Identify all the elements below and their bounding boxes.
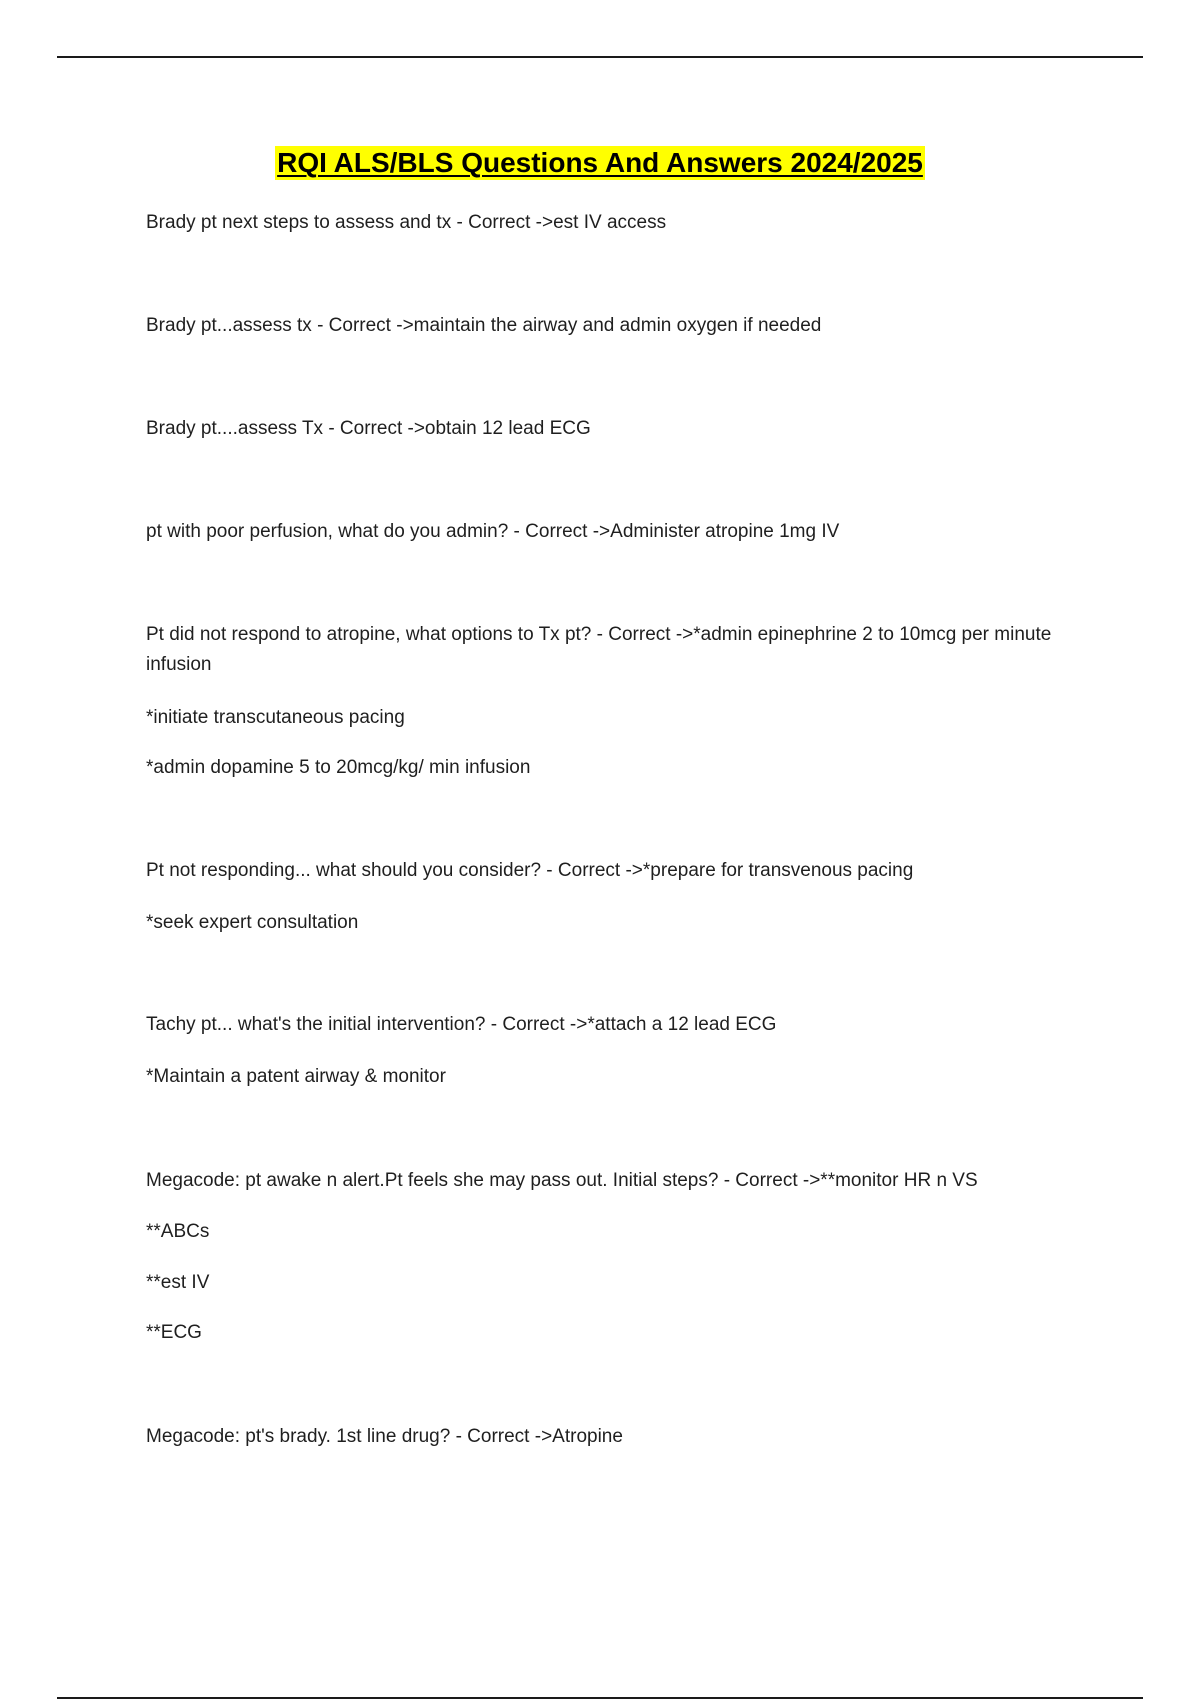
qa-line: **ABCs <box>146 1221 210 1242</box>
qa-line: pt with poor perfusion, what do you admin? - Correct ->Administer atropine 1mg IV <box>146 521 840 542</box>
title-container <box>0 146 1200 180</box>
qa-line: *seek expert consultation <box>146 912 359 933</box>
qa-line: *initiate transcutaneous pacing <box>146 707 405 728</box>
qa-line: Pt not responding... what should you consider? - Correct ->*prepare for transvenous pacing <box>146 860 914 881</box>
top-rule <box>57 56 1143 58</box>
document-title: RQI ALS/BLS Questions And Answers 2024/2025 <box>277 147 923 178</box>
qa-line: Megacode: pt awake n alert.Pt feels she may pass out. Initial steps? - Correct ->**monitor HR n VS <box>146 1170 978 1191</box>
bottom-rule <box>57 1697 1143 1699</box>
qa-line: *Maintain a patent airway & monitor <box>146 1066 446 1087</box>
qa-line: Pt did not respond to atropine, what options to Tx pt? - Correct ->*admin epinephrine 2 to 10mcg per minute infusion <box>146 624 1052 675</box>
qa-line: Megacode: pt's brady. 1st line drug? - Correct ->Atropine <box>146 1426 623 1447</box>
qa-line: Brady pt....assess Tx - Correct ->obtain 12 lead ECG <box>146 418 591 439</box>
qa-line: **ECG <box>146 1322 202 1343</box>
qa-line: Tachy pt... what's the initial intervention? - Correct ->*attach a 12 lead ECG <box>146 1014 777 1035</box>
qa-line: *admin dopamine 5 to 20mcg/kg/ min infusion <box>146 757 531 778</box>
qa-line: Brady pt...assess tx - Correct ->maintain the airway and admin oxygen if needed <box>146 315 822 336</box>
qa-line: Brady pt next steps to assess and tx - Correct ->est IV access <box>146 212 667 233</box>
qa-line: **est IV <box>146 1272 210 1293</box>
